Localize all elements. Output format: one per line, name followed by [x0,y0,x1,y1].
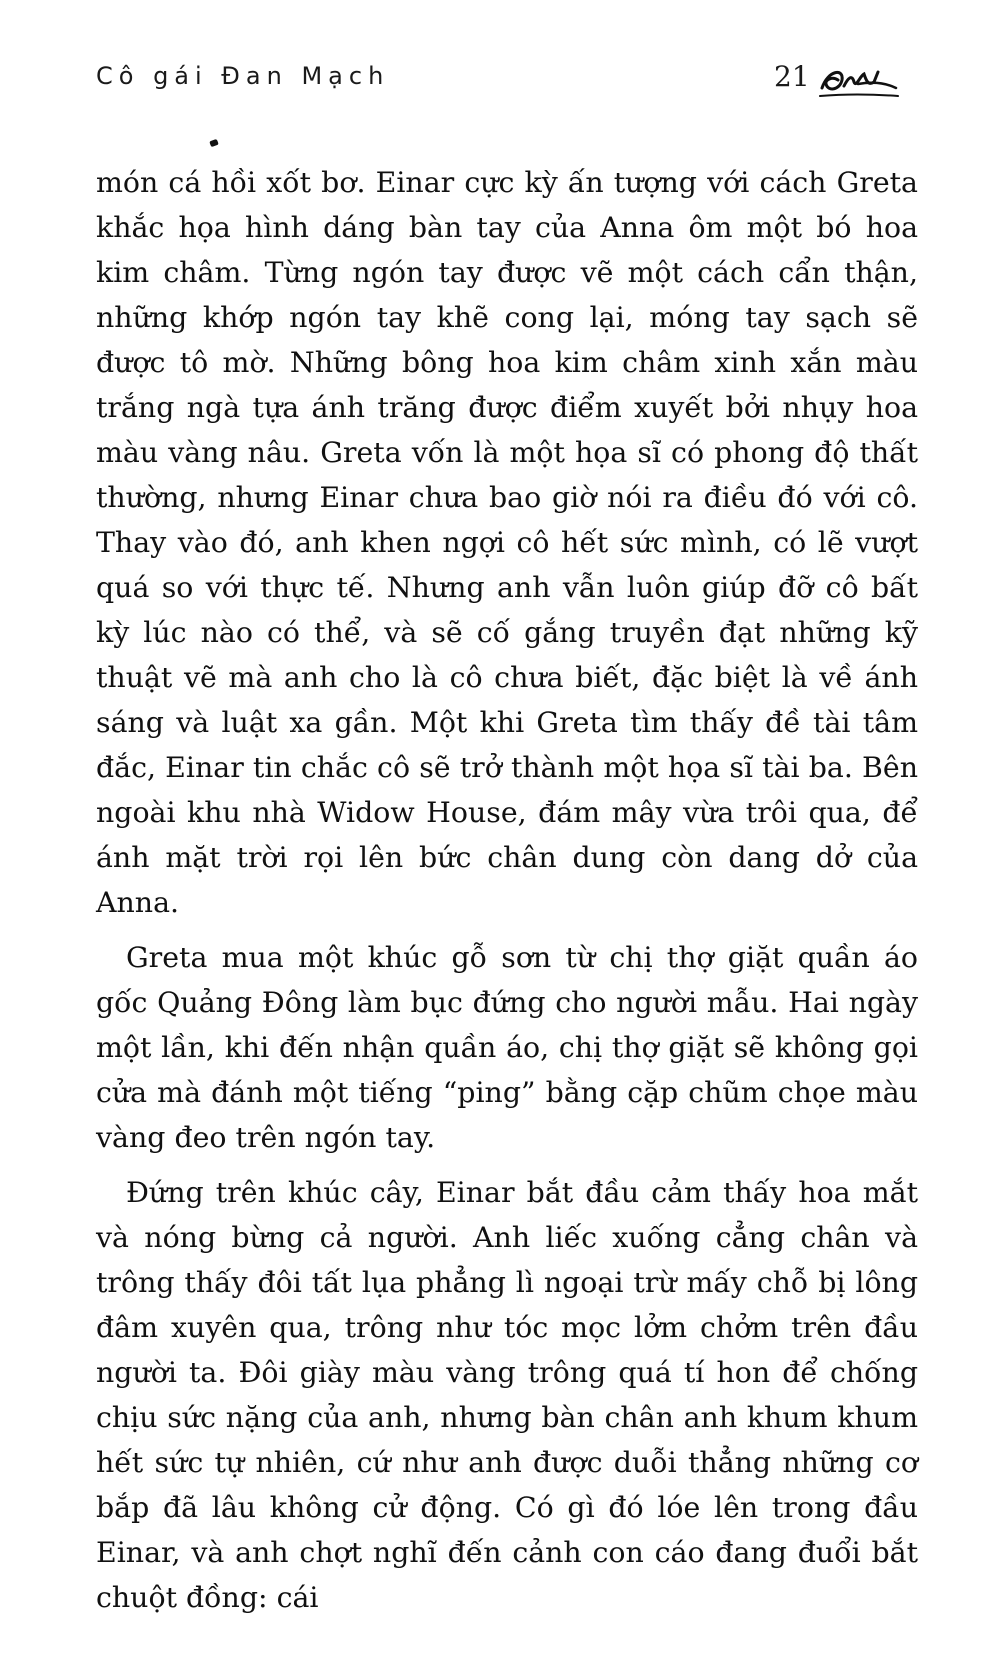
paragraph-2: Greta mua một khúc gỗ sơn từ chị thợ giặt quần áo gốc Quảng Đông làm bục đứng cho người mẫu. Hai ngày một lần, khi đến nhận quần áo, chị thợ giặt sẽ không gọi cửa mà đánh một tiếng “ping” bằng cặp chũm chọe màu vàng đeo trên ngón tay. [96,941,918,1154]
signature-logo-icon [818,62,900,102]
page-number: 21 [774,60,810,93]
paragraph-3: Đứng trên khúc cây, Einar bắt đầu cảm thấy hoa mắt và nóng bừng cả người. Anh liếc xuống cẳng chân và trông thấy đôi tất lụa phẳng lì ngoại trừ mấy chỗ bị lông đâm xuyên qua, trông như tóc mọc lởm chởm trên đầu người ta. Đôi giày màu vàng trông quá tí hon để chống chịu sức nặng của anh, nhưng bàn chân anh khum khum hết sức tự nhiên, cứ như anh được duỗi thẳng những cơ bắp đã lâu không cử động. Có gì đó lóe lên trong đầu Einar, và anh chợt nghĩ đến cảnh con cáo đang đuổi bắt chuột đồng: cái [96,1176,918,1614]
print-speck [209,139,219,147]
running-head: Cô gái Đan Mạch [96,62,390,90]
paragraph-1: món cá hồi xốt bơ. Einar cực kỳ ấn tượng với cách Greta khắc họa hình dáng bàn tay của Anna ôm một bó hoa kim châm. Từng ngón tay được vẽ một cách cẩn thận, những khớp ngón tay khẽ cong lại, móng tay sạch sẽ được tô mờ. Những bông hoa kim châm xinh xắn màu trắng ngà tựa ánh trăng được điểm xuyết bởi nhụy hoa màu vàng nâu. Greta vốn là một họa sĩ có phong độ thất thường, nhưng Einar chưa bao giờ nói ra điều đó với cô. Thay vào đó, anh khen ngợi cô hết sức mình, có lẽ vượt quá so với thực tế. Nhưng anh vẫn luôn giúp đỡ cô bất kỳ lúc nào có thể, và sẽ cố gắng truyền đạt những kỹ thuật vẽ mà anh cho là cô chưa biết, đặc biệt là về ánh sáng và luật xa gần. Một khi Greta tìm thấy đề tài tâm đắc, Einar tin chắc cô sẽ trở thành một họa sĩ tài ba. Bên ngoài khu nhà Widow House, đám mây vừa trôi qua, để ánh mặt trời rọi lên bức chân dung còn dang dở của Anna. [96,166,918,919]
body-text [96,160,918,1620]
